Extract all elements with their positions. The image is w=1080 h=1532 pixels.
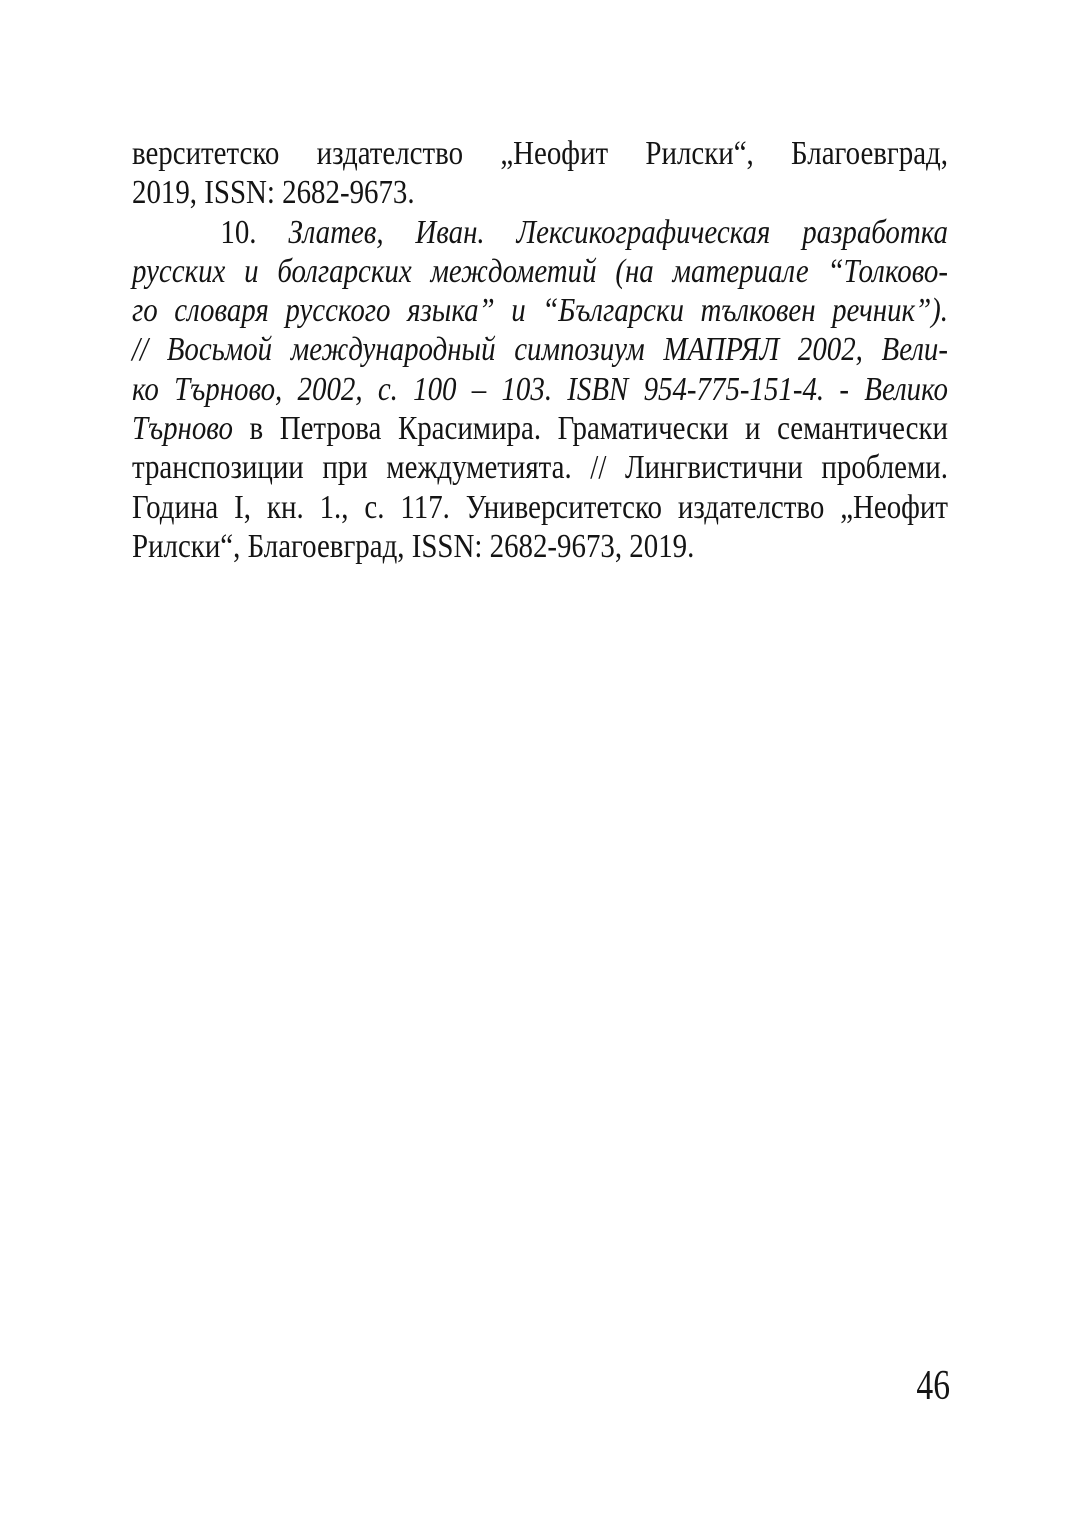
page-number: 46 [916,1363,950,1409]
italic-text-run: го словаря русского языка” и “Български тълковен речник”). [132,292,948,330]
text-line [132,409,948,448]
text-run: Рилски“, Благоевград, ISSN: 2682-9673, 2019. [132,527,695,565]
text-run: Година I, кн. 1., с. 117. Университетско издателство „Неофит [132,488,948,526]
text-run: 2019, ISSN: 2682-9673. [132,174,415,212]
italic-text-run: Златев, Иван. Лексикографическая разработка [288,213,948,251]
text-line [132,291,948,330]
text-line [132,213,948,252]
text-line [132,330,948,369]
italic-text-run: Търново [132,410,233,448]
italic-text-run: ко Търново, 2002, с. 100 – 103. ISBN 954-775-151-4. - Велико [132,370,948,408]
text-run: верситетско издателство „Неофит Рилски“, Благоевград, [132,135,948,172]
text-line [132,173,948,212]
italic-text-run: // Восьмой международный симпозиум МАПРЯЛ 2002, Вели- [132,331,948,369]
text-line [132,134,948,173]
text-line [132,370,948,409]
text-run: 10. [220,213,289,251]
text-line [132,488,948,527]
text-run: транспозиции при междуметията. // Лингвистични проблеми. [132,449,948,487]
text-line [132,448,948,487]
text-line [132,527,948,566]
text-line [132,252,948,291]
text-run: в Петрова Красимира. Граматически и семантически [232,410,949,448]
text-block [132,134,948,566]
italic-text-run: русских и болгарских междометий (на материале “Толково- [132,252,948,290]
